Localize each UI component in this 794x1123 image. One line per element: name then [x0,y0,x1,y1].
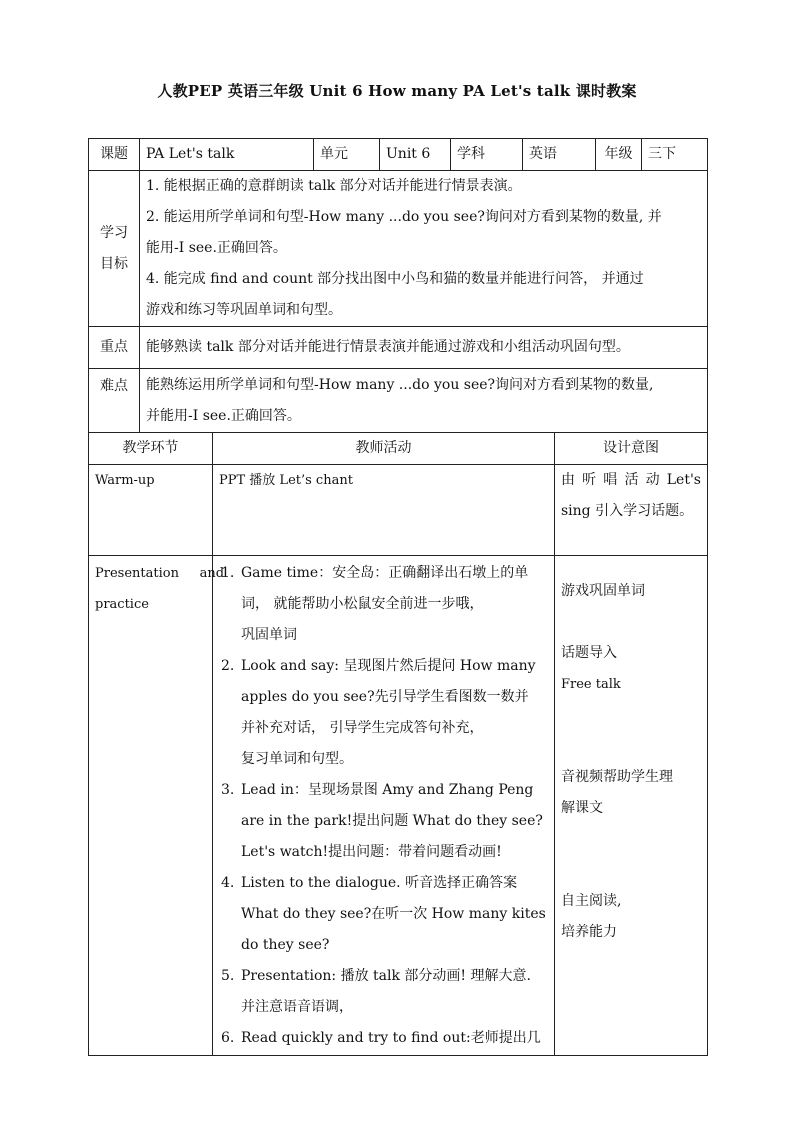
stage-line: practice [95,597,149,612]
intent-line: 游戏巩固单词 [561,583,645,599]
focus-content: 能够熟读 talk 部分对话并能进行情景表演并能通过游戏和小组活动巩固句型。 [140,327,708,369]
step-line: Game time：安全岛：正确翻译出石墩上的单 [241,565,529,581]
focus-label: 重点 [89,327,140,369]
objective-line: 4. 能完成 find and count 部分找出图中小鸟和猫的数量并能进行问答， 并通过 [146,271,644,287]
step-number: 5. [221,968,235,984]
step-line: 巩固单词 [241,627,297,643]
intent-header: 设计意图 [555,433,708,465]
objectives-label-line: 学习 [100,224,128,241]
warmup-intent [555,465,708,556]
step-line: 并补充对话， 引导学生完成答句补充， [241,720,484,736]
intent-line: 由 听 唱 活 动 Let's [561,472,701,488]
subject-value: 英语 [523,139,596,171]
activity-step [213,1023,554,1054]
topic-label: 课题 [89,139,140,171]
unit-label: 单元 [314,139,380,171]
intent-line: 解课文 [561,800,603,816]
objectives-content [140,171,708,327]
step-line: Let's watch!提出问题：带着问题看动画! [241,844,502,860]
activity-step [213,961,554,1023]
step-line: Look and say: 呈现图片然后提问 How many [241,658,536,674]
unit-value: Unit 6 [380,139,451,171]
intent-line: Free talk [561,677,621,692]
step-number: 2. [221,658,235,674]
stage-line: Presentation and [95,566,225,581]
activity-steps [213,558,554,1054]
step-line: do they see? [241,937,330,953]
step-line: What do they see?在听一次 How many kites [241,906,546,922]
step-line: Listen to the dialogue. 听音选择正确答案 [241,875,518,891]
activity-header: 教师活动 [213,433,555,465]
step-line: Read quickly and try to find out:老师提出几 [241,1030,541,1046]
presentation-stage [89,556,225,1056]
lesson-info-table [88,138,708,433]
subject-label: 学科 [451,139,523,171]
topic-value: PA Let's talk [140,139,314,171]
presentation-intent [555,556,708,1056]
step-number: 6. [221,1030,235,1046]
presentation-activity [213,556,555,1056]
activity-step [213,558,554,651]
step-line: 词， 就能帮助小松鼠安全前进一步哦， [241,596,484,612]
intent-line: 话题导入 [561,645,617,661]
step-line: 并注意语音语调， [241,999,353,1015]
warmup-stage: Warm-up [89,465,213,556]
objectives-label [89,171,140,327]
step-line: are in the park!提出问题 What do they see? [241,813,543,829]
intent-line: 培养能力 [561,924,617,940]
intent-line: 音视频帮助学生理 [561,769,673,785]
grade-value: 三下 [642,139,708,171]
objective-line: 游戏和练习等巩固单词和句型。 [146,302,342,318]
page-title: 人教PEP 英语三年级 Unit 6 How many PA Let's talk 课时教案 [157,82,637,100]
difficulty-line: 能熟练运用所学单词和句型-How many ...do you see?询问对方看到某物的数量, [146,376,654,393]
objective-line: 2. 能运用所学单词和句型-How many ...do you see?询问对方看到某物的数量, 并 [146,209,662,225]
activity-step [213,775,554,868]
step-line: 复习单词和句型。 [241,751,353,767]
teaching-process-table [88,432,708,1056]
intent-line: 自主阅读, [561,893,622,909]
step-line: Lead in：呈现场景图 Amy and Zhang Peng [241,782,534,798]
activity-step [213,868,554,961]
step-number: 1. [221,565,235,581]
stage-header: 教学环节 [89,433,213,465]
difficulty-content [140,369,708,433]
grade-label: 年级 [596,139,642,171]
step-line: apples do you see?先引导学生看图数一数并 [241,689,529,705]
step-number: 3. [221,782,235,798]
activity-step [213,651,554,775]
difficulty-label: 难点 [89,369,140,433]
step-line: Presentation: 播放 talk 部分动画! 理解大意. [241,968,531,984]
objectives-label-line: 目标 [100,255,128,272]
difficulty-line: 并能用-I see.正确回答。 [146,407,301,424]
step-number: 4. [221,875,235,891]
objective-line: 能用-I see.正确回答。 [146,240,287,256]
intent-line: sing 引入学习话题。 [561,503,694,519]
objective-line: 1. 能根据正确的意群朗读 talk 部分对话并能进行情景表演。 [146,178,522,194]
warmup-activity: PPT 播放 Let’s chant [213,465,555,556]
